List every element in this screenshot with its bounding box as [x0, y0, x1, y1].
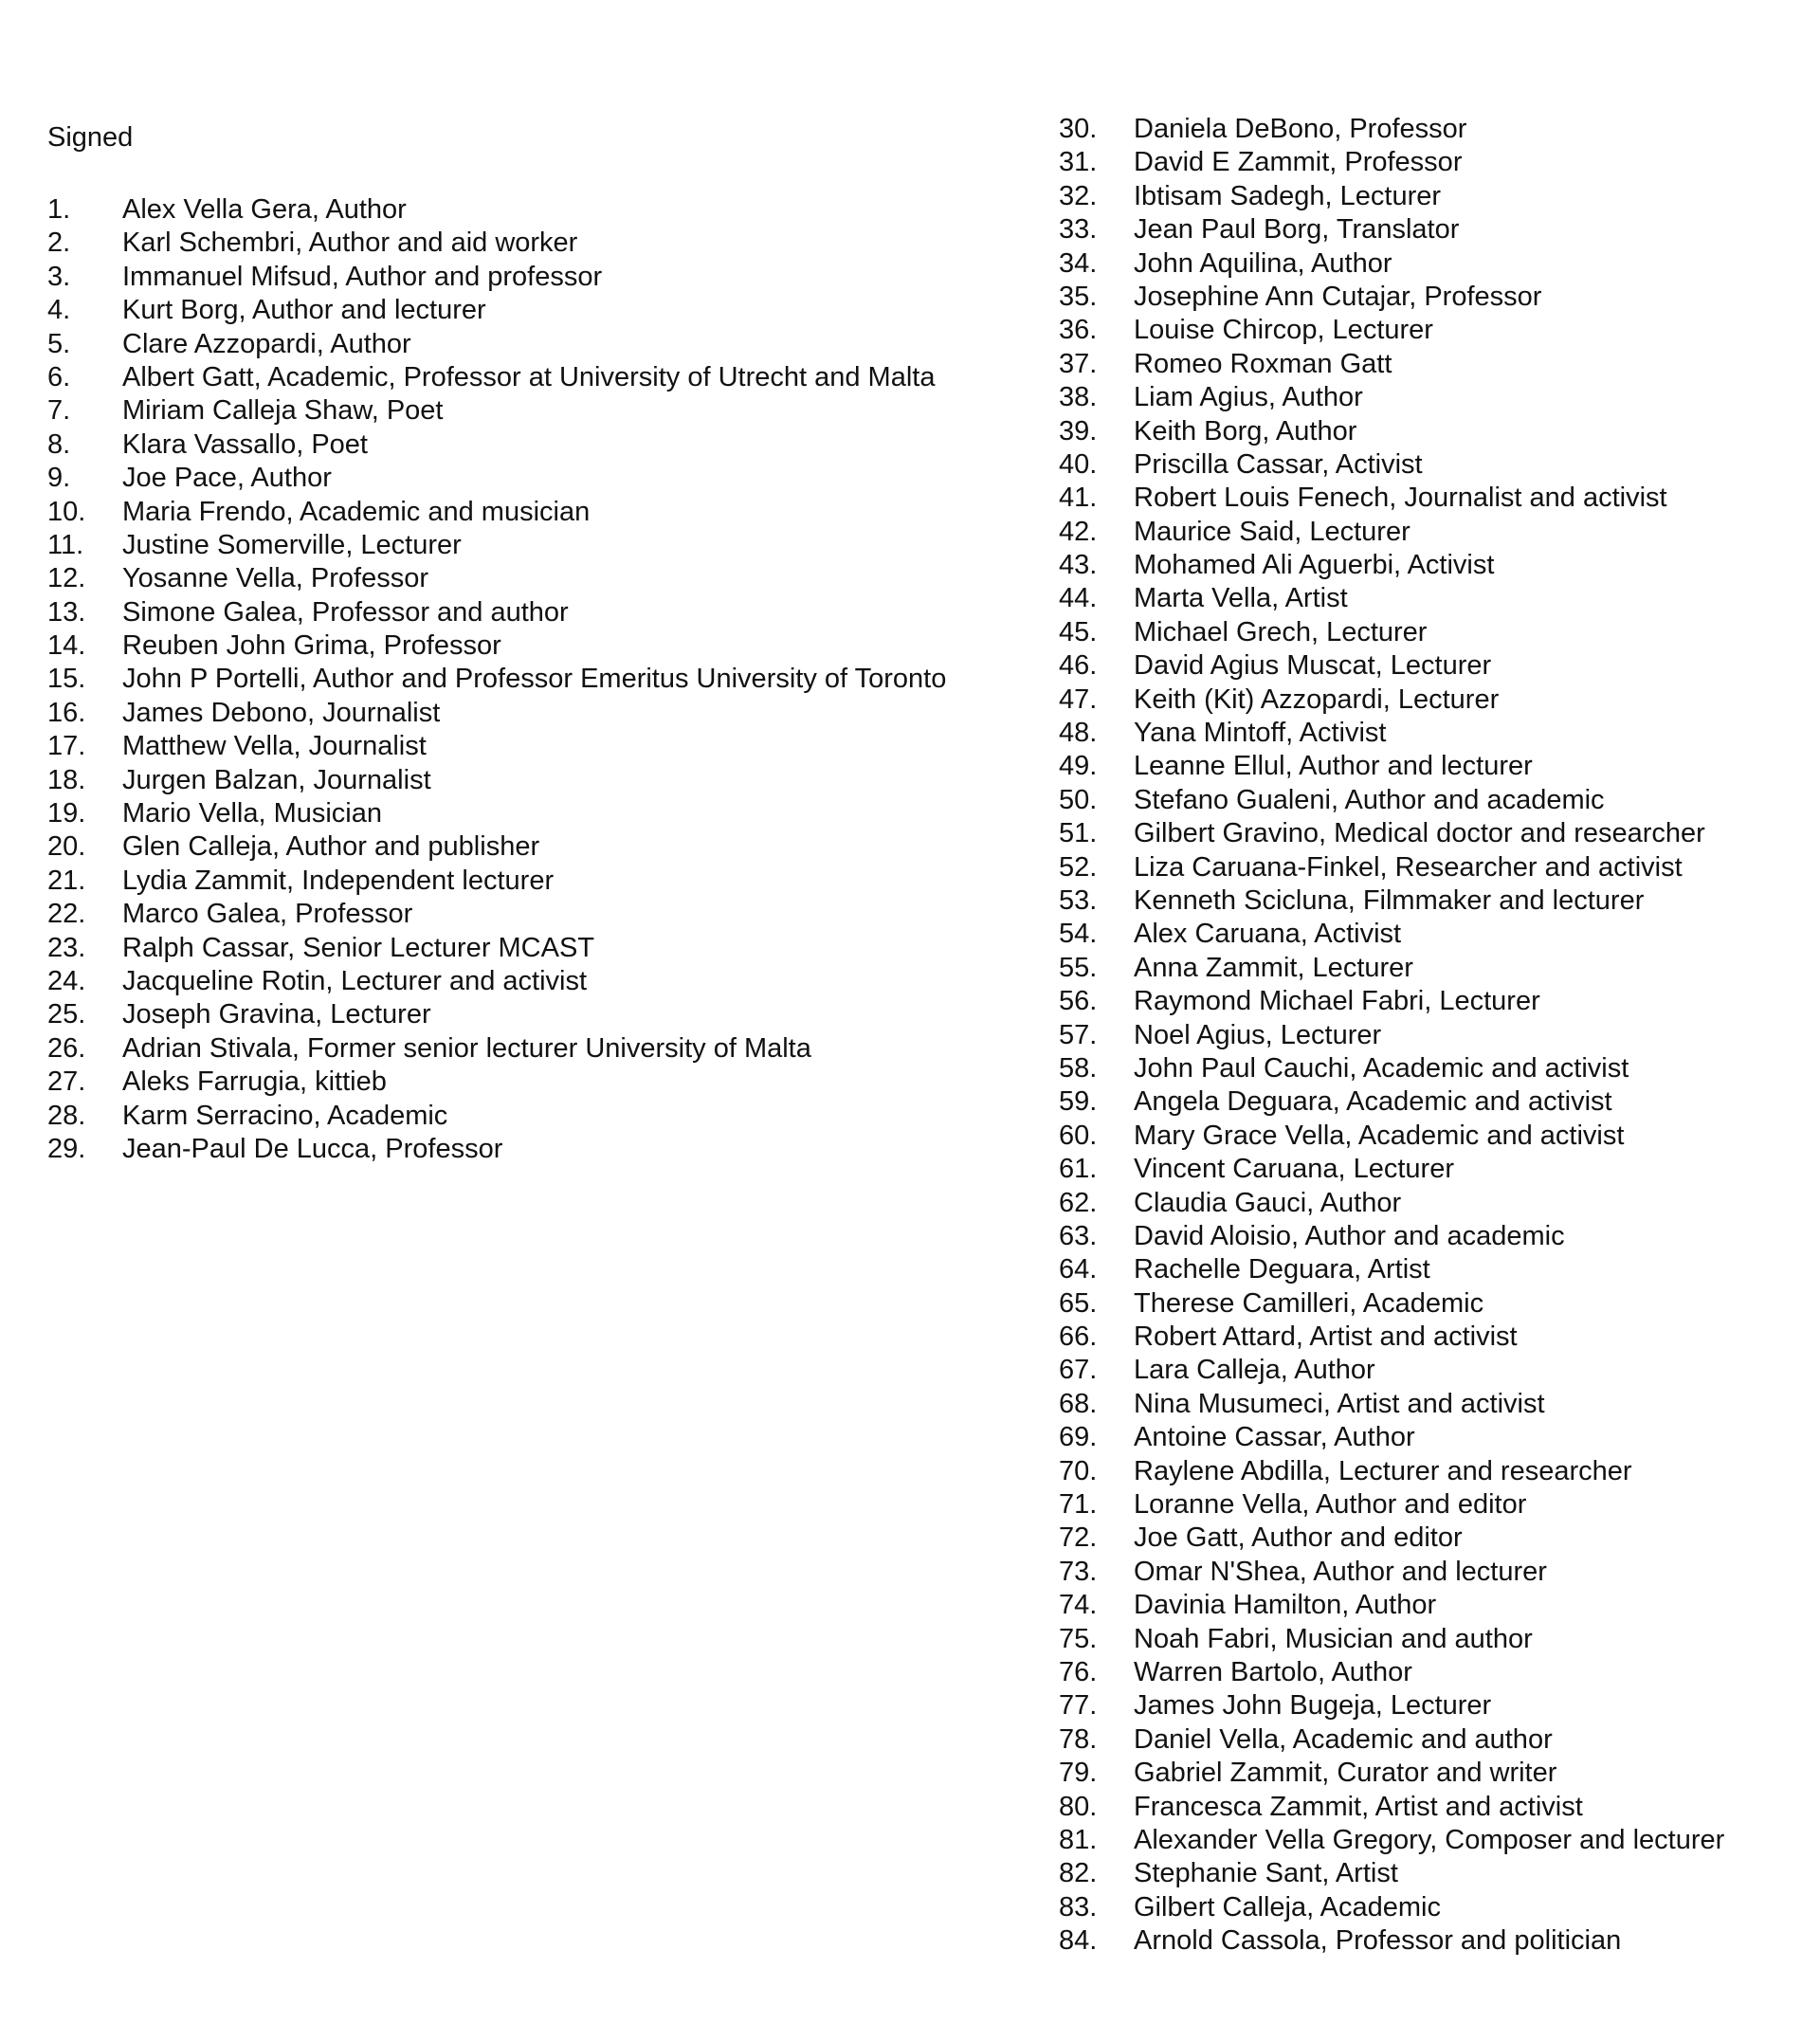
signatory-name: Maria Frendo, Academic and musician: [122, 496, 591, 527]
signatory-name: Marta Vella, Artist: [1134, 583, 1348, 614]
signatory-number: 58.: [1059, 1052, 1098, 1084]
signatory-number: 17.: [47, 731, 86, 762]
signatory-item: [1059, 616, 1724, 649]
signatory-number: 84.: [1059, 1925, 1098, 1957]
signatory-number: 50.: [1059, 784, 1098, 815]
signatory-number: 38.: [1059, 382, 1098, 413]
signatory-item: [1059, 1891, 1724, 1924]
signatory-name: Gilbert Gravino, Medical doctor and researcher: [1134, 818, 1705, 849]
signatory-name: Alex Caruana, Activist: [1134, 919, 1402, 950]
signatory-item: [1059, 1824, 1724, 1857]
signatory-name: Romeo Roxman Gatt: [1134, 348, 1392, 379]
signatory-item: [1059, 448, 1724, 482]
signatory-item: [47, 730, 946, 763]
signatory-item: [1059, 1623, 1724, 1656]
signatory-name: Mario Vella, Musician: [122, 798, 382, 829]
signatory-item: [47, 361, 946, 394]
signatory-number: 75.: [1059, 1623, 1098, 1654]
signatory-item: [1059, 918, 1724, 951]
signatory-item: [1059, 213, 1724, 246]
signatory-number: 71.: [1059, 1489, 1098, 1521]
signatory-name: Immanuel Mifsud, Author and professor: [122, 261, 603, 292]
signatory-number: 24.: [47, 965, 86, 996]
signatory-item: [1059, 1488, 1724, 1522]
signatory-list-right: [1059, 113, 1724, 1958]
signatory-name: Daniel Vella, Academic and author: [1134, 1723, 1553, 1755]
signatory-name: Ralph Cassar, Senior Lecturer MCAST: [122, 932, 595, 963]
signatory-number: 70.: [1059, 1455, 1098, 1486]
signatory-number: 14.: [47, 630, 86, 662]
signatory-number: 61.: [1059, 1154, 1098, 1185]
signatory-name: Stefano Gualeni, Author and academic: [1134, 784, 1605, 815]
signatory-name: Warren Bartolo, Author: [1134, 1656, 1412, 1687]
signatory-item: [47, 496, 946, 529]
signatory-name: Stephanie Sant, Artist: [1134, 1858, 1398, 1889]
signatory-name: Clare Azzopardi, Author: [122, 328, 411, 359]
signatory-number: 27.: [47, 1066, 86, 1098]
signatory-name: Karm Serracino, Academic: [122, 1100, 448, 1131]
signatory-item: [47, 629, 946, 663]
signatory-name: Reuben John Grima, Professor: [122, 630, 501, 662]
signatory-number: 33.: [1059, 214, 1098, 246]
signatory-item: [47, 830, 946, 864]
signatory-name: Louise Chircop, Lecturer: [1134, 315, 1433, 346]
signatory-name: Anna Zammit, Lecturer: [1134, 952, 1413, 983]
signatory-number: 64.: [1059, 1254, 1098, 1285]
signatory-name: Noel Agius, Lecturer: [1134, 1019, 1382, 1050]
signatory-item: [1059, 415, 1724, 448]
signatory-item: [1059, 1589, 1724, 1622]
signatory-number: 59.: [1059, 1086, 1098, 1118]
signatory-number: 36.: [1059, 315, 1098, 346]
signatory-number: 80.: [1059, 1791, 1098, 1822]
signatory-name: Alex Vella Gera, Author: [122, 194, 407, 225]
signatory-name: Antoine Cassar, Author: [1134, 1422, 1415, 1453]
signatory-number: 79.: [1059, 1758, 1098, 1789]
signatory-number: 45.: [1059, 616, 1098, 647]
signatory-number: 44.: [1059, 583, 1098, 614]
signatory-name: Mohamed Ali Aguerbi, Activist: [1134, 550, 1495, 581]
signatory-number: 26.: [47, 1032, 86, 1064]
signatory-item: [47, 193, 946, 227]
signatory-item: [47, 294, 946, 327]
signatory-number: 12.: [47, 563, 86, 594]
signatory-name: Joe Gatt, Author and editor: [1134, 1522, 1463, 1554]
signatory-item: [1059, 381, 1724, 414]
signatory-number: 23.: [47, 932, 86, 963]
signatory-item: [1059, 1455, 1724, 1488]
signatory-item: [1059, 985, 1724, 1018]
signatory-number: 74.: [1059, 1590, 1098, 1621]
signatory-number: 32.: [1059, 180, 1098, 211]
signatory-number: 4.: [47, 295, 71, 326]
signatory-name: Loranne Vella, Author and editor: [1134, 1489, 1527, 1521]
signatory-number: 81.: [1059, 1824, 1098, 1855]
document-heading: Signed: [47, 122, 134, 153]
signatory-name: James John Bugeja, Lecturer: [1134, 1690, 1492, 1722]
signatory-name: James Debono, Journalist: [122, 697, 441, 728]
signatory-item: [1059, 516, 1724, 549]
signatory-number: 55.: [1059, 952, 1098, 983]
signatory-item: [1059, 180, 1724, 213]
signatory-name: Justine Somerville, Lecturer: [122, 529, 462, 560]
signatory-name: Jean-Paul De Lucca, Professor: [122, 1133, 503, 1164]
signatory-name: Ibtisam Sadegh, Lecturer: [1134, 180, 1442, 211]
signatory-item: [1059, 1857, 1724, 1890]
signatory-name: Arnold Cassola, Professor and politician: [1134, 1925, 1622, 1957]
signatory-number: 5.: [47, 328, 71, 359]
signatory-item: [47, 1100, 946, 1133]
signatory-name: Raylene Abdilla, Lecturer and researcher: [1134, 1455, 1632, 1486]
signatory-item: [47, 898, 946, 931]
signatory-number: 68.: [1059, 1388, 1098, 1419]
signatory-name: Keith (Kit) Azzopardi, Lecturer: [1134, 683, 1500, 715]
signatory-number: 16.: [47, 697, 86, 728]
signatory-name: Davinia Hamilton, Author: [1134, 1590, 1437, 1621]
signatory-item: [1059, 952, 1724, 985]
signatory-item: [1059, 247, 1724, 281]
signatory-item: [1059, 281, 1724, 314]
signatory-name: Rachelle Deguara, Artist: [1134, 1254, 1430, 1285]
signatory-number: 73.: [1059, 1556, 1098, 1587]
signatory-item: [1059, 683, 1724, 717]
signatory-name: Robert Louis Fenech, Journalist and activist: [1134, 483, 1667, 514]
signatory-name: Kurt Borg, Author and lecturer: [122, 295, 486, 326]
signatory-name: Noah Fabri, Musician and author: [1134, 1623, 1533, 1654]
signatory-number: 11.: [47, 529, 84, 560]
signatory-item: [47, 529, 946, 562]
signatory-number: 42.: [1059, 516, 1098, 547]
signatory-item: [47, 663, 946, 696]
signatory-name: Mary Grace Vella, Academic and activist: [1134, 1120, 1625, 1151]
signatory-name: Gabriel Zammit, Curator and writer: [1134, 1758, 1557, 1789]
signatory-number: 66.: [1059, 1321, 1098, 1353]
signatory-item: [1059, 1556, 1724, 1589]
signatory-name: Daniela DeBono, Professor: [1134, 114, 1467, 144]
signatory-number: 60.: [1059, 1120, 1098, 1151]
signatory-number: 13.: [47, 596, 86, 628]
signatory-name: Priscilla Cassar, Activist: [1134, 448, 1423, 480]
signatory-item: [1059, 146, 1724, 179]
signatory-item: [47, 1066, 946, 1099]
signatory-number: 62.: [1059, 1187, 1098, 1218]
signatory-number: 7.: [47, 395, 71, 427]
signatory-item: [1059, 1924, 1724, 1958]
signatory-name: Michael Grech, Lecturer: [1134, 616, 1428, 647]
signatory-number: 2.: [47, 228, 71, 259]
signatory-item: [47, 394, 946, 428]
signatory-item: [1059, 1153, 1724, 1186]
signatory-number: 83.: [1059, 1891, 1098, 1923]
signatory-item: [1059, 1723, 1724, 1757]
signatory-name: Jurgen Balzan, Journalist: [122, 764, 431, 795]
signatory-number: 69.: [1059, 1422, 1098, 1453]
signatory-name: Jean Paul Borg, Translator: [1134, 214, 1460, 246]
signatory-number: 30.: [1059, 114, 1098, 144]
signatory-item: [47, 227, 946, 260]
signatory-item: [1059, 482, 1724, 515]
signatory-item: [1059, 549, 1724, 582]
signatory-item: [1059, 1187, 1724, 1220]
signatory-number: 6.: [47, 361, 71, 392]
signatory-item: [1059, 1522, 1724, 1555]
signatory-name: Albert Gatt, Academic, Professor at University of Utrecht and Malta: [122, 361, 936, 392]
signatory-item: [47, 261, 946, 294]
signatory-name: David Aloisio, Author and academic: [1134, 1220, 1565, 1251]
signatory-name: Aleks Farrugia, kittieb: [122, 1066, 387, 1098]
signatory-name: Gilbert Calleja, Academic: [1134, 1891, 1441, 1923]
signatory-number: 1.: [47, 194, 71, 225]
signatory-item: [1059, 1388, 1724, 1421]
signatory-number: 52.: [1059, 851, 1098, 883]
signatory-item: [1059, 784, 1724, 817]
signatory-name: Francesca Zammit, Artist and activist: [1134, 1791, 1583, 1822]
signatory-name: Glen Calleja, Author and publisher: [122, 831, 540, 863]
signatory-number: 49.: [1059, 751, 1098, 782]
signatory-name: Leanne Ellul, Author and lecturer: [1134, 751, 1533, 782]
signatory-number: 76.: [1059, 1656, 1098, 1687]
signatory-name: Klara Vassallo, Poet: [122, 428, 368, 460]
signatory-item: [1059, 817, 1724, 850]
signatory-number: 77.: [1059, 1690, 1098, 1722]
signatory-name: Liam Agius, Author: [1134, 382, 1363, 413]
signatory-item: [47, 562, 946, 595]
signatory-number: 78.: [1059, 1723, 1098, 1755]
signatory-number: 56.: [1059, 986, 1098, 1017]
signatory-name: Yosanne Vella, Professor: [122, 563, 428, 594]
signatory-item: [1059, 582, 1724, 615]
signatory-number: 51.: [1059, 818, 1098, 849]
signatory-name: Josephine Ann Cutajar, Professor: [1134, 281, 1542, 312]
signatory-item: [47, 932, 946, 965]
signatory-name: Joe Pace, Author: [122, 463, 332, 494]
signatory-list-left: [47, 193, 946, 1166]
signatory-name: Lydia Zammit, Independent lecturer: [122, 865, 555, 896]
signatory-number: 72.: [1059, 1522, 1098, 1554]
signatory-item: [1059, 1689, 1724, 1722]
signatory-name: Raymond Michael Fabri, Lecturer: [1134, 986, 1540, 1017]
signatory-item: [1059, 1656, 1724, 1689]
signatory-name: Simone Galea, Professor and author: [122, 596, 569, 628]
signatory-item: [1059, 1321, 1724, 1354]
signatory-number: 47.: [1059, 683, 1098, 715]
signatory-number: 25.: [47, 999, 86, 1030]
signatory-number: 10.: [47, 496, 86, 527]
signatory-name: John Aquilina, Author: [1134, 247, 1392, 279]
signatory-number: 39.: [1059, 415, 1098, 447]
signatory-item: [1059, 1220, 1724, 1253]
signatory-name: Karl Schembri, Author and aid worker: [122, 228, 578, 259]
signatory-name: Matthew Vella, Journalist: [122, 731, 427, 762]
signatory-item: [1059, 750, 1724, 783]
signatory-name: Angela Deguara, Academic and activist: [1134, 1086, 1612, 1118]
signatory-item: [47, 328, 946, 361]
signatory-item: [47, 1032, 946, 1066]
signatory-number: 37.: [1059, 348, 1098, 379]
signatory-number: 35.: [1059, 281, 1098, 312]
signatory-number: 82.: [1059, 1858, 1098, 1889]
signatory-number: 31.: [1059, 147, 1098, 178]
signatory-name: Jacqueline Rotin, Lecturer and activist: [122, 965, 588, 996]
signatory-number: 29.: [47, 1133, 86, 1164]
signatory-number: 53.: [1059, 884, 1098, 916]
signatory-item: [47, 998, 946, 1031]
signatory-item: [47, 965, 946, 998]
signatory-number: 48.: [1059, 718, 1098, 749]
signatory-number: 19.: [47, 798, 86, 829]
signatory-number: 15.: [47, 664, 86, 695]
signatory-number: 41.: [1059, 483, 1098, 514]
signatory-number: 40.: [1059, 448, 1098, 480]
signatory-number: 65.: [1059, 1287, 1098, 1319]
signatory-item: [1059, 1791, 1724, 1824]
signatory-item: [1059, 1052, 1724, 1085]
signatory-item: [1059, 1287, 1724, 1321]
signatory-name: Omar N'Shea, Author and lecturer: [1134, 1556, 1547, 1587]
signatory-name: Lara Calleja, Author: [1134, 1355, 1375, 1386]
signatory-item: [47, 764, 946, 797]
signatory-item: [1059, 1120, 1724, 1153]
signatory-name: Claudia Gauci, Author: [1134, 1187, 1402, 1218]
signatory-number: 20.: [47, 831, 86, 863]
signatory-name: Miriam Calleja Shaw, Poet: [122, 395, 444, 427]
signatory-number: 46.: [1059, 650, 1098, 682]
signatory-item: [1059, 1354, 1724, 1387]
signatory-name: Therese Camilleri, Academic: [1134, 1287, 1484, 1319]
signatory-item: [1059, 348, 1724, 381]
signatory-item: [1059, 1757, 1724, 1790]
signatory-number: 63.: [1059, 1220, 1098, 1251]
signatory-item: [47, 797, 946, 830]
signatory-number: 34.: [1059, 247, 1098, 279]
signatory-name: Robert Attard, Artist and activist: [1134, 1321, 1518, 1353]
signatory-number: 28.: [47, 1100, 86, 1131]
signatory-name: Adrian Stivala, Former senior lecturer University of Malta: [122, 1032, 811, 1064]
signatory-item: [1059, 1421, 1724, 1454]
signatory-item: [47, 865, 946, 898]
signatory-item: [1059, 113, 1724, 146]
signatory-item: [47, 428, 946, 462]
signatory-name: Marco Galea, Professor: [122, 899, 413, 930]
signatory-item: [1059, 884, 1724, 918]
signatory-item: [1059, 649, 1724, 683]
signatory-number: 22.: [47, 899, 86, 930]
signatory-item: [47, 1133, 946, 1166]
signatory-number: 8.: [47, 428, 71, 460]
signatory-number: 3.: [47, 261, 71, 292]
signatory-name: Alexander Vella Gregory, Composer and lecturer: [1134, 1824, 1725, 1855]
signatory-name: David E Zammit, Professor: [1134, 147, 1463, 178]
signatory-item: [1059, 851, 1724, 884]
signatory-name: John P Portelli, Author and Professor Emeritus University of Toronto: [122, 664, 947, 695]
signatory-number: 9.: [47, 463, 71, 494]
signatory-number: 57.: [1059, 1019, 1098, 1050]
signatory-item: [47, 697, 946, 730]
signatory-item: [1059, 1085, 1724, 1119]
signatory-name: David Agius Muscat, Lecturer: [1134, 650, 1492, 682]
signatory-name: Maurice Said, Lecturer: [1134, 516, 1410, 547]
signatory-number: 67.: [1059, 1355, 1098, 1386]
signatory-item: [1059, 717, 1724, 750]
signatory-name: Liza Caruana-Finkel, Researcher and activist: [1134, 851, 1683, 883]
signatory-name: Vincent Caruana, Lecturer: [1134, 1154, 1455, 1185]
signatory-name: Nina Musumeci, Artist and activist: [1134, 1388, 1545, 1419]
signatory-name: Yana Mintoff, Activist: [1134, 718, 1387, 749]
signatory-item: [1059, 1253, 1724, 1286]
signatory-name: Keith Borg, Author: [1134, 415, 1357, 447]
signatory-number: 21.: [47, 865, 86, 896]
signatory-item: [47, 462, 946, 495]
signatory-number: 18.: [47, 764, 86, 795]
signatory-item: [1059, 314, 1724, 347]
signatory-name: Joseph Gravina, Lecturer: [122, 999, 431, 1030]
signatory-name: Kenneth Scicluna, Filmmaker and lecturer: [1134, 884, 1645, 916]
signatory-number: 54.: [1059, 919, 1098, 950]
signatory-item: [1059, 1019, 1724, 1052]
signatory-name: John Paul Cauchi, Academic and activist: [1134, 1052, 1629, 1084]
signatory-item: [47, 596, 946, 629]
signatory-number: 43.: [1059, 550, 1098, 581]
